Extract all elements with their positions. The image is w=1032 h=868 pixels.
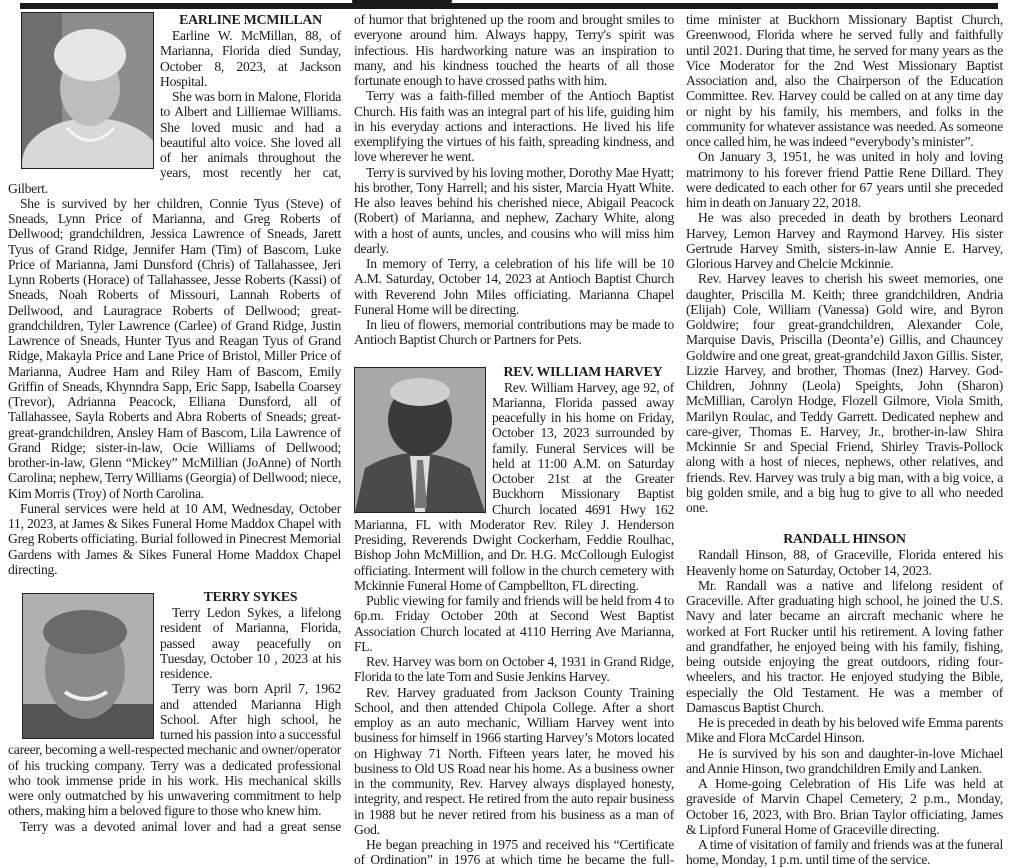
obituary-william-harvey-continued xyxy=(686,12,1003,515)
obituary-randall-hinson xyxy=(686,531,1003,867)
obituary-paragraph: He is preceded in death by his beloved wife Emma parents Mike and Flora McCardel Hinson. xyxy=(686,715,1003,746)
obituary-paragraph: Terry was born April 7, 1962 and attended Marianna High School. After high school, he turned his passion into a successful career, becoming a well-respected mechanic and owner/operator of his trucking company. Terry was a dedicated professional who took immense pride in his work. His mechanical skills were only outmatched by his unwavering commitment to help others, making him a beloved figure to those who knew him. xyxy=(8,681,342,819)
obituary-paragraph: She is survived by her children, Connie Tyus (Steve) of Sneads, Lynn Price of Marianna, and Greg Roberts of Dellwood; grandchildren, Jessica Lawrence of Sneads, Jarett Tyus of Grand Ridge, Jennifer Ham (Tim) of Bascom, Luke Price of Marianna, Jami Dunsford (Chris) of Tallahassee, Jeri Lynn Roberts (Horace) of Tallahassee, Jesse Roberts (Kassi) of Sneads, Noah Roberts of Missouri, Lannah Roberts of Dellwood, and Lauragrace Roberts of Dellwood; great-grandchildren, Tyler Lawrence (Carlee) of Grand Ridge, Justin Lawrence of Sneads, Hunter Tyus and Reagan Tyus of Grand Ridge, Makayla Price and Lane Price of Bristol, Miller Price of Marianna, Audree Ham and Riley Ham of Bascom, Emily Griffin of Sneads, Khynndra Sapp, Eric Sapp, Isabella Coarsey (Trevor), Adrianna Peacock, Elliana Dunsford, all of Tallahassee, Sayla Roberts and Abra Roberts of Sneads; great-great-grandchildren, Ansley Ham of Bascom, Lila Lawrence of Grand Ridge; sister-in-law, Ocie Williams of Dellwood; brother-in-law, Glenn “Mickey” McMillian (JoAnne) of North Carolina; nephew, Terry Williams (Georgia) of Dellwood; niece, Kim Morris (Troy) of North Carolina. xyxy=(8,195,341,501)
obituary-paragraph: She was born in Malone, Florida to Albert and Lilliemae Williams. She loved music and had a beautiful alto voice. She loved all of her animals throughout the years, most recently her cat, Gilbert. xyxy=(8,89,341,196)
obituary-name: REV. WILLIAM HARVEY xyxy=(503,363,663,379)
obituary-paragraph: Rev. William Harvey, age 92, of Marianna, Florida passed away peacefully in his home on Friday, October 13, 2023 surrounded by family. Funeral Services will be held at 11:00 A.M. on Saturday October 21st at the Greater Buckhorn Missionary Baptist Church located 4691 Hwy 162 Marianna, FL with Moderator Rev. Riley J. Henderson Presiding, Reverends Dwight Cockerham, Feddie Roulhac, Bishop John McMillion, and Dr. H.G. McCollough Eulogist officiating. Interment will follow in the church cemetery with Mckinnie Funeral Home of Campbellton, FL directing. xyxy=(354,379,674,593)
obituary-paragraph: time minister at Buckhorn Missionary Baptist Church, Greenwood, Florida where he served fully and faithfully until 2021. During that time, he served for many years as the Vice Moderator for the 2nd West Missionary Baptist Association and, also the Chairperson of the Education Committee. Rev. Harvey could be called on at any time day or night by his family, his members, and folks in the community for whatever assistance was needed. As someone once called him, he was indeed “everybody’s minister”. xyxy=(686,12,1003,149)
obituary-paragraph: of humor that brightened up the room and brought smiles to everyone around him. Always happy, Terry's spirit was infectious. His hardworking nature was an inspiration to many, and his kindness touched the hearts of all those fortunate enough to have crossed paths with him. xyxy=(354,12,674,88)
obituary-name: EARLINE MCMILLAN xyxy=(179,12,322,27)
column-3 xyxy=(686,12,1003,868)
obituary-paragraph: Terry was a faith-filled member of the Antioch Baptist Church. His faith was an integral part of his life, guiding him in his everyday actions and interactions. He lived his life exemplifying the virtues of his faith, spreading kindness, and love wherever he went. xyxy=(354,88,674,165)
obituary-william-harvey xyxy=(354,364,674,868)
obituary-paragraph: He is survived by his son and daughter-in-love Michael and Annie Hinson, two grandchildren Emily and Lanken. xyxy=(686,745,1003,776)
masthead-letter-fragment xyxy=(352,0,452,9)
obituary-paragraph: Terry Ledon Sykes, a lifelong resident of Marianna, Florida, passed away peacefully on Tuesday, October 10 , 2023 at his residence. xyxy=(160,605,341,681)
obituary-terry-sykes xyxy=(8,589,341,834)
obituary-earline-mcmillan xyxy=(8,12,341,577)
obituary-terry-sykes-continued xyxy=(354,12,674,348)
obituary-paragraph: Public viewing for family and friends will be held from 4 to 6p.m. Friday October 20th at Second West Baptist Association Church located at 4110 Herring Ave Marianna, FL. xyxy=(354,593,674,654)
obituary-paragraph: He was also preceded in death by brothers Leonard Harvey, Lemon Harvey and Raymond Harvey. His sister Gertrude Harvey Smith, sisters-in-law Annie E. Harvey, Glorious Harvey and Chelcie Mckinnie. xyxy=(686,210,1003,271)
obituary-name: RANDALL HINSON xyxy=(783,531,906,547)
obituary-paragraph: Rev. Harvey was born on October 4, 1931 in Grand Ridge, Florida to the late Tom and Susie Jenkins Harvey. xyxy=(354,654,674,685)
obituary-paragraph: A time of visitation of family and friends was at the funeral home, Monday, 1 p.m. until time of the service. xyxy=(686,837,1003,868)
obituary-paragraph: Mr. Randall was a native and lifelong resident of Graceville. After graduating high school, he joined the U.S. Navy and later became an aircraft mechanic where he worked at Fort Rucker until his retirement. A loving father and grandfather, he enjoyed being with his family, fishing, being outside enjoying the great outdoors, riding four-wheelers, and his tractor. He enjoyed studying the Bible, especially the Old Testament. He was a member of Damascus Baptist Church. xyxy=(686,577,1003,715)
obituary-paragraph: Randall Hinson, 88, of Graceville, Florida entered his Heavenly home on Saturday, October 14, 2023. xyxy=(686,547,1003,578)
column-1 xyxy=(8,12,341,834)
obituary-paragraph: In memory of Terry, a celebration of his life will be 10 A.M. Saturday, October 14, 2023 at Antioch Baptist Church with Reverend John Miles officiating. Marianna Chapel Funeral Home will be directing. xyxy=(354,256,674,317)
obituary-paragraph: Rev. Harvey leaves to cherish his sweet memories, one daughter, Priscilla M. Keith; three grandchildren, Andria (Elijah) Cole, William (Vanessa) Gold wire, and Byron Goldwire; four great-grandchildren, Alexander Cole, Marquise Davis, Priscilla (Deonta’e) Gillis, and Chauncey Goldwire and one great, great-grandchild Jaxon Gillis. Sister, Lizzie Harvey, and brother, Thomas (Inez) Harvey. God-Children, Johnny (Leola) Speights, John (Sharon) McMillian, Carolyn Hodge, Flozell Gilmore, Viola Smith, Marilyn Roulac, and Teddy Garrett. Dedicated nephew and care-giver, Thomas E. Harvey, Jr., brother-in-law Shira Mckinnie Sr and Special Friend, Shirley Travis-Pollock along with a host of nieces, nephews, other relatives, and friends. Rev. Harvey was truly a big man, with a big voice, a big golden smile, and a big hug to give to all who needed one. xyxy=(686,271,1003,515)
page-header-rule xyxy=(20,3,998,9)
portrait-photo-william-harvey xyxy=(354,367,486,513)
column-2 xyxy=(354,12,674,868)
obituary-paragraph: In lieu of flowers, memorial contributions may be made to Antioch Baptist Church or Partners for Pets. xyxy=(354,317,674,348)
obituary-paragraph: Funeral services were held at 10 AM, Wednesday, October 11, 2023, at James & Sikes Funeral Home Maddox Chapel with Greg Roberts officiating. Burial followed in Pinecrest Memorial Gardens with James & Sikes Funeral Home Maddox Chapel directing. xyxy=(8,500,341,577)
obituary-paragraph: Rev. Harvey graduated from Jackson County Training School, and then attended Chipola College. After a short employ as an auto mechanic, William Harvey went into business for himself in 1966 starting Harvey’s Motors located on Highway 71 North. Fifteen years later, he moved his business to Old US Road near his home. As a business owner in the community, Rev. Harvey always displayed honesty, integrity, and respect. He retired from the auto repair business in 1988 but he never retired from his business as a man of God. xyxy=(354,684,674,837)
portrait-photo-terry xyxy=(22,593,154,739)
obituary-paragraph: He began preaching in 1975 and received his “Certificate of Ordination” in 1976 at which time he became the full- xyxy=(354,837,674,868)
portrait-photo-earline xyxy=(21,12,154,169)
obituary-name: TERRY SYKES xyxy=(203,589,298,604)
obituary-paragraph: A Home-going Celebration of His Life was held at graveside of Marvin Chapel Cemetery, 2 p.m., Monday, October 16, 2023, with Bro. Brian Taylor officiating, James & Lipford Funeral Home of Graceville directing. xyxy=(686,776,1003,837)
obituary-paragraph: Terry was a devoted animal lover and had a great sense xyxy=(20,818,341,834)
obituary-paragraph: Terry is survived by his loving mother, Dorothy Mae Hyatt; his brother, Tony Harrell; and his sister, Marcia Hyatt White. He also leaves behind his cherished niece, Abigail Peacock (Robert) of Marianna, and nephew, Zachary White, along with a host of aunts, uncles, and cousins who will miss him dearly. xyxy=(354,164,674,256)
obituary-paragraph: Earline W. McMillan, 88, of Marianna, Florida died Sunday, October 8, 2023, at Jackson Hospital. xyxy=(160,28,341,89)
obituary-paragraph: On January 3, 1951, he was united in holy and loving matrimony to his forever friend Pattie Rene Dillard. They were dedicated to each other for 67 years until she preceded him in death on January 22, 2018. xyxy=(686,149,1003,210)
